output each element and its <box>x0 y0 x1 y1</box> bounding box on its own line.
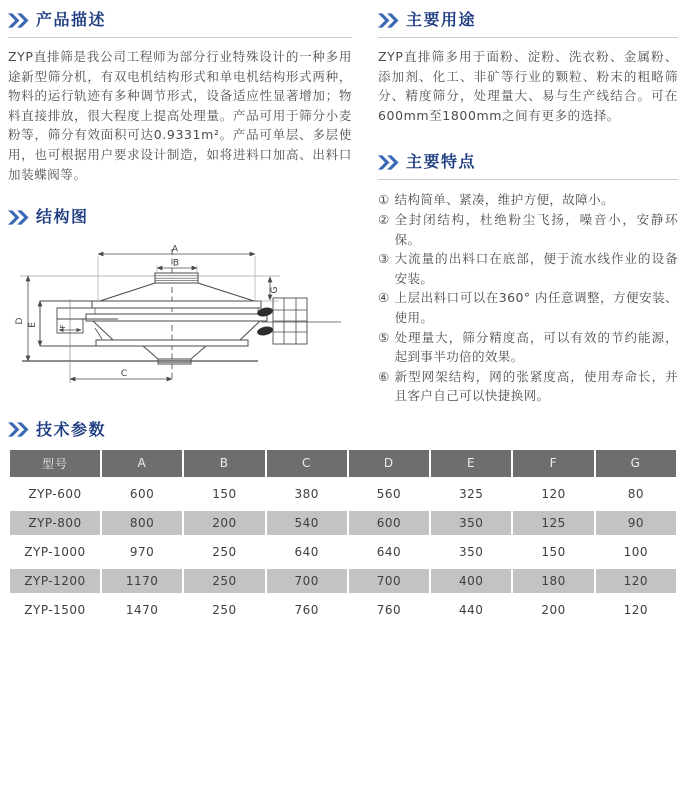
feature-item-number: ⑤ <box>378 329 390 345</box>
column-header: 型号 <box>10 450 100 477</box>
parameters-table-head <box>10 450 676 477</box>
table-cell: 350 <box>431 511 511 535</box>
table-row <box>10 598 676 622</box>
technical-parameters-title: 技术参数 <box>36 419 107 439</box>
table-cell: 600 <box>349 511 429 535</box>
product-description-text: ZYP直排筛是我公司工程师为部分行业特殊设计的一种多用途新型筛分机，有双电机结构形式和单电机结构形式两种，物料的运行轨迹有多种调节形式，设备适应性显著增加；物料直接排放，很大程度上提高处理量。产品可用于筛分小麦粉等，筛分有效面积可达0.9331m²。产品可单层、多层使用，也可根据用户要求设计制造，如将进料口加高、出料口加装蝶阀等。 <box>8 49 352 182</box>
main-uses-text: ZYP直排筛多用于面粉、淀粉、洗衣粉、金属粉、添加剂、化工、非矿等行业的颗粒、粉末的粗略筛分、精度筛分，处理量大、易与生产线结合。可在600mm至1800mm之间有更多的选择。 <box>378 49 678 123</box>
feature-item-text: 新型网架结构，网的张紧度高，使用寿命长，并且客户自己可以快捷换网。 <box>394 368 678 404</box>
table-row <box>10 482 676 506</box>
feature-item <box>378 249 678 288</box>
table-cell: 250 <box>184 569 264 593</box>
table-cell: 760 <box>376 602 402 617</box>
technical-parameters-heading <box>8 418 678 442</box>
heading-divider <box>378 37 678 38</box>
table-cell: 640 <box>376 544 402 559</box>
column-header: D <box>349 450 429 477</box>
table-cell: ZYP-1500 <box>24 602 86 617</box>
feature-item-number: ② <box>378 211 390 227</box>
table-cell: 120 <box>596 569 676 593</box>
feature-item-text: 大流量的出料口在底部，便于流水线作业的设备安装。 <box>394 251 678 286</box>
main-features-heading <box>378 150 678 174</box>
double-chevron-icon <box>378 13 399 28</box>
top-two-column-area <box>8 8 678 406</box>
table-cell: 970 <box>129 544 155 559</box>
feature-item-text: 上层出料口可以在360° 内任意调整，方便安装、使用。 <box>394 290 678 325</box>
table-cell: 120 <box>623 602 649 617</box>
table-cell: 640 <box>294 544 319 559</box>
table-cell: 150 <box>212 486 237 501</box>
section-technical-parameters <box>8 418 678 627</box>
table-cell: 180 <box>513 569 593 593</box>
table-cell: 1470 <box>125 602 159 617</box>
section-structure-diagram <box>8 205 352 389</box>
table-cell: ZYP-1200 <box>10 569 100 593</box>
column-header: F <box>513 450 593 477</box>
main-features-title: 主要特点 <box>406 152 477 172</box>
features-list <box>378 190 678 406</box>
product-description-heading <box>8 8 352 32</box>
heading-divider <box>8 37 352 38</box>
table-cell: ZYP-600 <box>28 486 82 501</box>
feature-item <box>378 288 678 327</box>
table-cell: 125 <box>513 511 593 535</box>
dim-label-a: A <box>171 244 179 255</box>
table-cell: 90 <box>596 511 676 535</box>
table-cell: 250 <box>212 602 237 617</box>
double-chevron-icon <box>378 155 399 170</box>
feature-item <box>378 190 678 210</box>
table-cell: 560 <box>376 486 402 501</box>
heading-divider <box>378 179 678 180</box>
right-column <box>378 8 678 406</box>
column-header: E <box>431 450 511 477</box>
table-cell: 760 <box>294 602 319 617</box>
column-header: B <box>184 450 264 477</box>
table-cell: 380 <box>294 486 319 501</box>
dim-label-g: G <box>270 286 280 294</box>
dim-label-f: F <box>59 324 67 329</box>
feature-item <box>378 367 678 406</box>
table-cell: 325 <box>459 486 484 501</box>
table-cell: 700 <box>349 569 429 593</box>
table-row <box>10 511 676 535</box>
table-cell: 200 <box>184 511 264 535</box>
structure-diagram-title: 结构图 <box>36 207 89 227</box>
table-cell: 440 <box>459 602 484 617</box>
left-column <box>8 8 352 389</box>
double-chevron-icon <box>8 422 29 437</box>
feature-item <box>378 328 678 367</box>
feature-item-text: 全封闭结构，杜绝粉尘飞扬，噪音小，安静环保。 <box>394 211 678 247</box>
product-description-title: 产品描述 <box>36 10 107 29</box>
table-cell: 250 <box>212 544 237 559</box>
table-cell: 800 <box>102 511 182 535</box>
parameters-table <box>8 445 678 627</box>
parameters-table-body <box>10 482 676 622</box>
feature-item-number: ① <box>378 192 390 208</box>
section-main-uses <box>378 8 678 125</box>
feature-item-text: 处理量大，筛分精度高，可以有效的节约能源，起到事半功倍的效果。 <box>394 329 678 365</box>
table-cell: 1170 <box>102 569 182 593</box>
table-cell: 540 <box>267 511 347 535</box>
column-header: A <box>102 450 182 477</box>
section-product-description <box>8 8 352 184</box>
table-header-row <box>10 450 676 477</box>
dim-label-b: B <box>172 258 180 269</box>
structure-diagram-heading <box>8 205 352 229</box>
column-header: G <box>596 450 676 477</box>
feature-item <box>378 210 678 249</box>
main-uses-heading <box>378 8 678 32</box>
table-cell: 150 <box>541 544 566 559</box>
feature-item-number: ③ <box>378 251 390 267</box>
table-row <box>10 540 676 564</box>
main-uses-title: 主要用途 <box>406 10 477 29</box>
table-cell: 200 <box>541 602 566 617</box>
double-chevron-icon <box>8 13 29 28</box>
table-cell: 100 <box>623 544 649 559</box>
table-row <box>10 569 676 593</box>
table-cell: ZYP-800 <box>10 511 100 535</box>
feature-item-number: ⑥ <box>378 368 390 384</box>
table-cell: 600 <box>129 486 155 501</box>
section-main-features <box>378 150 678 406</box>
column-header: C <box>267 450 347 477</box>
dim-label-d: D <box>15 317 25 325</box>
dim-label-c: C <box>120 369 128 380</box>
table-cell: 80 <box>627 486 644 501</box>
double-chevron-icon <box>8 210 29 225</box>
table-cell: 120 <box>541 486 566 501</box>
feature-item-number: ④ <box>378 290 390 306</box>
table-cell: ZYP-1000 <box>24 544 86 559</box>
dim-label-e: E <box>28 322 38 328</box>
table-cell: 400 <box>431 569 511 593</box>
feature-item-text: 结构简单、紧凑，维护方便，故障小。 <box>394 192 614 208</box>
table-cell: 350 <box>459 544 484 559</box>
structure-diagram-drawing <box>8 241 352 389</box>
table-cell: 700 <box>267 569 347 593</box>
